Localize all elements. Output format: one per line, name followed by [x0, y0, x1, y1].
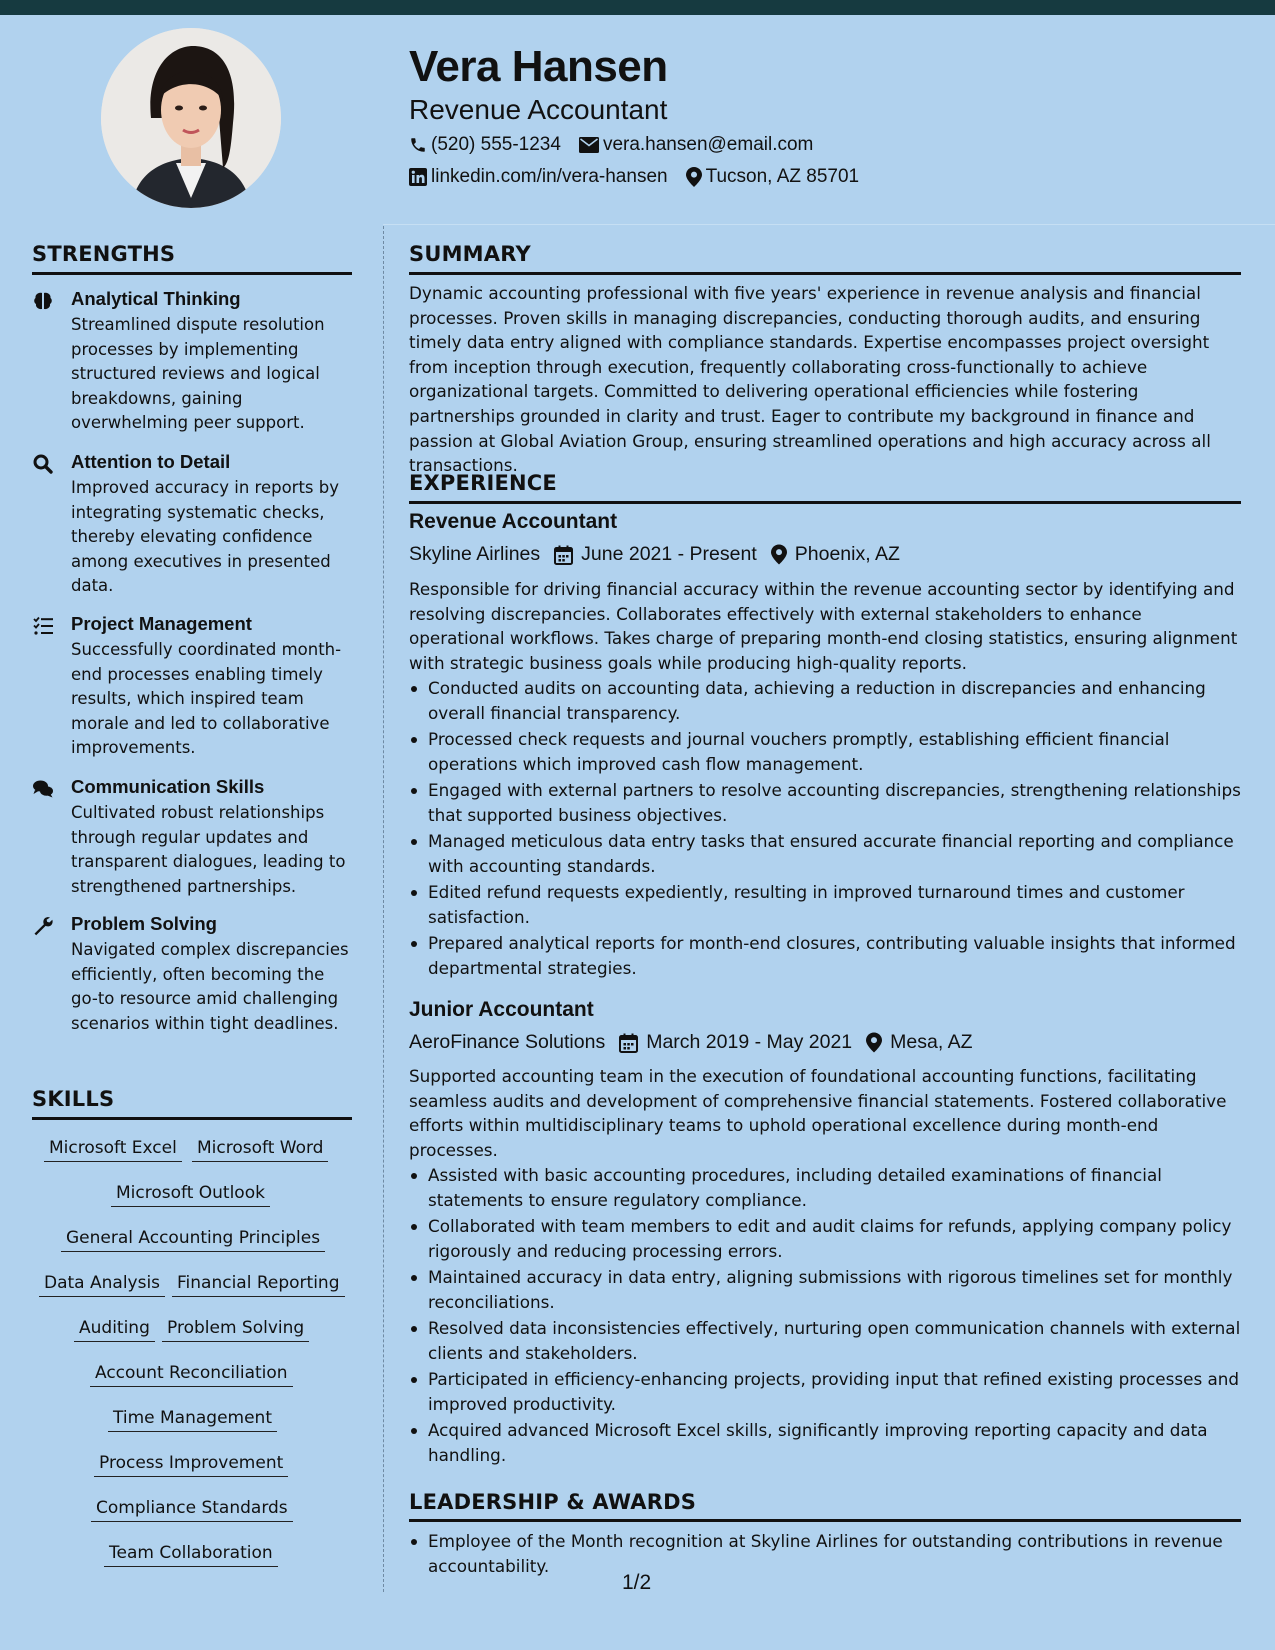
strength-title: Communication Skills — [71, 776, 265, 797]
job-bullet: Maintained accuracy in data entry, aligning submissions with rigorous timelines set for monthly reconciliations. — [409, 1265, 1241, 1314]
skill-tag: Financial Reporting — [172, 1272, 345, 1297]
summary-rule — [409, 272, 1241, 275]
job-bullet: Conducted audits on accounting data, achieving a reduction in discrepancies and enhancing overall financial transparency. — [409, 676, 1241, 725]
skill-tag: Microsoft Outlook — [111, 1182, 270, 1207]
calendar-icon — [554, 545, 573, 565]
contact-linkedin[interactable] — [409, 166, 668, 188]
comments-icon — [32, 778, 54, 800]
calendar-icon — [619, 1033, 638, 1053]
job-company: AeroFinance Solutions — [409, 1031, 606, 1053]
search-icon — [32, 453, 54, 475]
skill-tag: Account Reconciliation — [90, 1362, 293, 1387]
skill-tag: Problem Solving — [162, 1317, 309, 1342]
strength-title: Attention to Detail — [71, 451, 231, 472]
contact-location — [686, 166, 860, 188]
job-description: Responsible for driving financial accuracy within the revenue accounting sector by identifying and resolving discrepancies. Collaborates effectively with external stakeholders to enhance operational workflows. Takes charge of preparing month-end closing statistics, ensuring alignment with strategic business goals while producing high-quality reports. — [409, 579, 1238, 673]
strength-desc: Cultivated robust relationships through regular updates and transparent dialogues, leading to strengthened partnerships. — [71, 803, 346, 896]
profile-photo — [101, 28, 281, 208]
strength-desc: Improved accuracy in reports by integrating systematic checks, thereby elevating confidence among executives in presented data. — [71, 478, 340, 595]
skill-tag: Microsoft Word — [192, 1137, 328, 1162]
job-title: Junior Accountant — [409, 998, 594, 1021]
leadership-list — [409, 1529, 1241, 1580]
job-bullet: Engaged with external partners to resolve accounting discrepancies, strengthening relationships that supported business objectives. — [409, 778, 1241, 827]
skills-rule — [32, 1117, 352, 1120]
candidate-name: Vera Hansen — [409, 42, 668, 91]
strength-desc: Navigated complex discrepancies efficiently, often becoming the go-to resource amid challenging scenarios within tight deadlines. — [71, 940, 349, 1033]
contact-email[interactable] — [579, 134, 813, 156]
job-bullet: Participated in efficiency-enhancing projects, providing input that refined existing processes and improved productivity. — [409, 1367, 1241, 1416]
phone-text: (520) 555-1234 — [431, 134, 561, 155]
job-bullet: Acquired advanced Microsoft Excel skills, significantly improving reporting capacity and data handling. — [409, 1418, 1241, 1467]
job-bullet: Collaborated with team members to edit and audit claims for refunds, applying company policy rigorously and reducing processing errors. — [409, 1214, 1241, 1263]
email-text: vera.hansen@email.com — [602, 134, 814, 155]
job-bullets — [409, 1163, 1241, 1469]
job-dates: June 2021 - Present — [581, 543, 757, 565]
contact-phone[interactable] — [409, 134, 561, 156]
skill-tag: Process Improvement — [94, 1452, 288, 1477]
job-bullet: Edited refund requests expediently, resulting in improved turnaround times and customer satisfaction. — [409, 880, 1241, 929]
experience-rule — [409, 501, 1241, 504]
job-bullet: Processed check requests and journal vouchers promptly, establishing efficient financial operations which improved cash flow management. — [409, 727, 1241, 776]
job-bullet: Resolved data inconsistencies effectively, nurturing open communication channels with external clients and stakeholders. — [409, 1316, 1241, 1365]
job-bullets — [409, 676, 1241, 982]
job-bullet: Managed meticulous data entry tasks that ensured accurate financial reporting and compliance with accounting standards. — [409, 829, 1241, 878]
envelope-icon — [579, 137, 599, 153]
skill-tag: Microsoft Excel — [44, 1137, 182, 1162]
strength-title: Problem Solving — [71, 913, 217, 934]
job-dates-wrap — [619, 1031, 852, 1054]
leadership-item: Employee of the Month recognition at Skyline Airlines for outstanding contributions in revenue accountability. — [409, 1529, 1241, 1578]
job-location: Mesa, AZ — [890, 1031, 973, 1053]
skill-tag: Compliance Standards — [91, 1497, 293, 1522]
linkedin-icon — [409, 168, 427, 186]
skill-tag: Team Collaboration — [104, 1542, 278, 1567]
top-accent-bar — [0, 0, 1275, 15]
skill-tag: Data Analysis — [39, 1272, 165, 1297]
strength-title: Project Management — [71, 613, 252, 634]
skill-tag: General Accounting Principles — [61, 1227, 325, 1252]
job-title: Revenue Accountant — [409, 510, 618, 533]
wrench-icon — [32, 915, 54, 937]
job-company: Skyline Airlines — [409, 543, 541, 565]
leadership-rule — [409, 1519, 1241, 1522]
candidate-title: Revenue Accountant — [409, 94, 668, 125]
job-dates-wrap — [554, 543, 757, 566]
job-dates: March 2019 - May 2021 — [646, 1031, 853, 1053]
strengths-rule — [32, 272, 352, 275]
contact-row-2 — [409, 166, 877, 188]
location-pin-icon — [866, 1032, 882, 1053]
location-text: Tucson, AZ 85701 — [705, 166, 860, 187]
strength-desc: Successfully coordinated month-end processes enabling timely results, which inspired team morale and led to collaborative improvements. — [71, 640, 342, 757]
job-meta — [409, 543, 914, 566]
location-pin-icon — [686, 167, 702, 187]
contact-row-1 — [409, 134, 831, 156]
job-meta — [409, 1031, 987, 1054]
job-location-wrap — [866, 1031, 972, 1054]
job-bullet: Assisted with basic accounting procedures, including detailed examinations of financial statements to ensure regulatory compliance. — [409, 1163, 1241, 1212]
strength-desc: Streamlined dispute resolution processes by implementing structured reviews and logical breakdowns, gaining overwhelming peer support. — [71, 315, 325, 432]
strength-title: Analytical Thinking — [71, 288, 241, 309]
skills-heading: SKILLS — [32, 1087, 115, 1111]
summary-text: Dynamic accounting professional with five years' experience in revenue analysis and financial processes. Proven skills in managing discrepancies, conducting thorough audits, and ensuring timely data entry aligned with compliance standards. Expertise encompasses project oversight from inception through execution, frequently collaborating cross-functionally to achieve organizational targets. Committed to delivering operational efficiencies while fostering partnerships grounded in clarity and trust. Eager to contribute my background in finance and passion at Global Aviation Group, ensuring streamlined operations and high accuracy across all transactions. — [409, 283, 1211, 476]
skill-tag: Auditing — [74, 1317, 155, 1342]
leadership-heading: LEADERSHIP & AWARDS — [409, 1490, 697, 1514]
header-divider — [383, 224, 1275, 225]
brain-icon — [32, 290, 54, 312]
job-location-wrap — [771, 543, 900, 566]
column-divider — [383, 226, 384, 1592]
location-pin-icon — [771, 544, 787, 565]
job-description: Supported accounting team in the execution of foundational accounting functions, facilitating seamless audits and development of comprehensive financial statements. Fostered collaborative efforts within multidisciplinary teams to uphold operational excellence during month-end processes. — [409, 1066, 1227, 1160]
job-bullet: Prepared analytical reports for month-end closures, contributing valuable insights that informed departmental strategies. — [409, 931, 1241, 980]
page-number: 1/2 — [622, 1571, 652, 1594]
summary-heading: SUMMARY — [409, 242, 531, 266]
skill-tag: Time Management — [108, 1407, 277, 1432]
list-check-icon — [32, 615, 54, 637]
job-location: Phoenix, AZ — [794, 543, 900, 565]
experience-heading: EXPERIENCE — [409, 471, 557, 495]
linkedin-text: linkedin.com/in/vera-hansen — [431, 166, 668, 187]
phone-icon — [409, 136, 427, 154]
strengths-heading: STRENGTHS — [32, 242, 176, 266]
